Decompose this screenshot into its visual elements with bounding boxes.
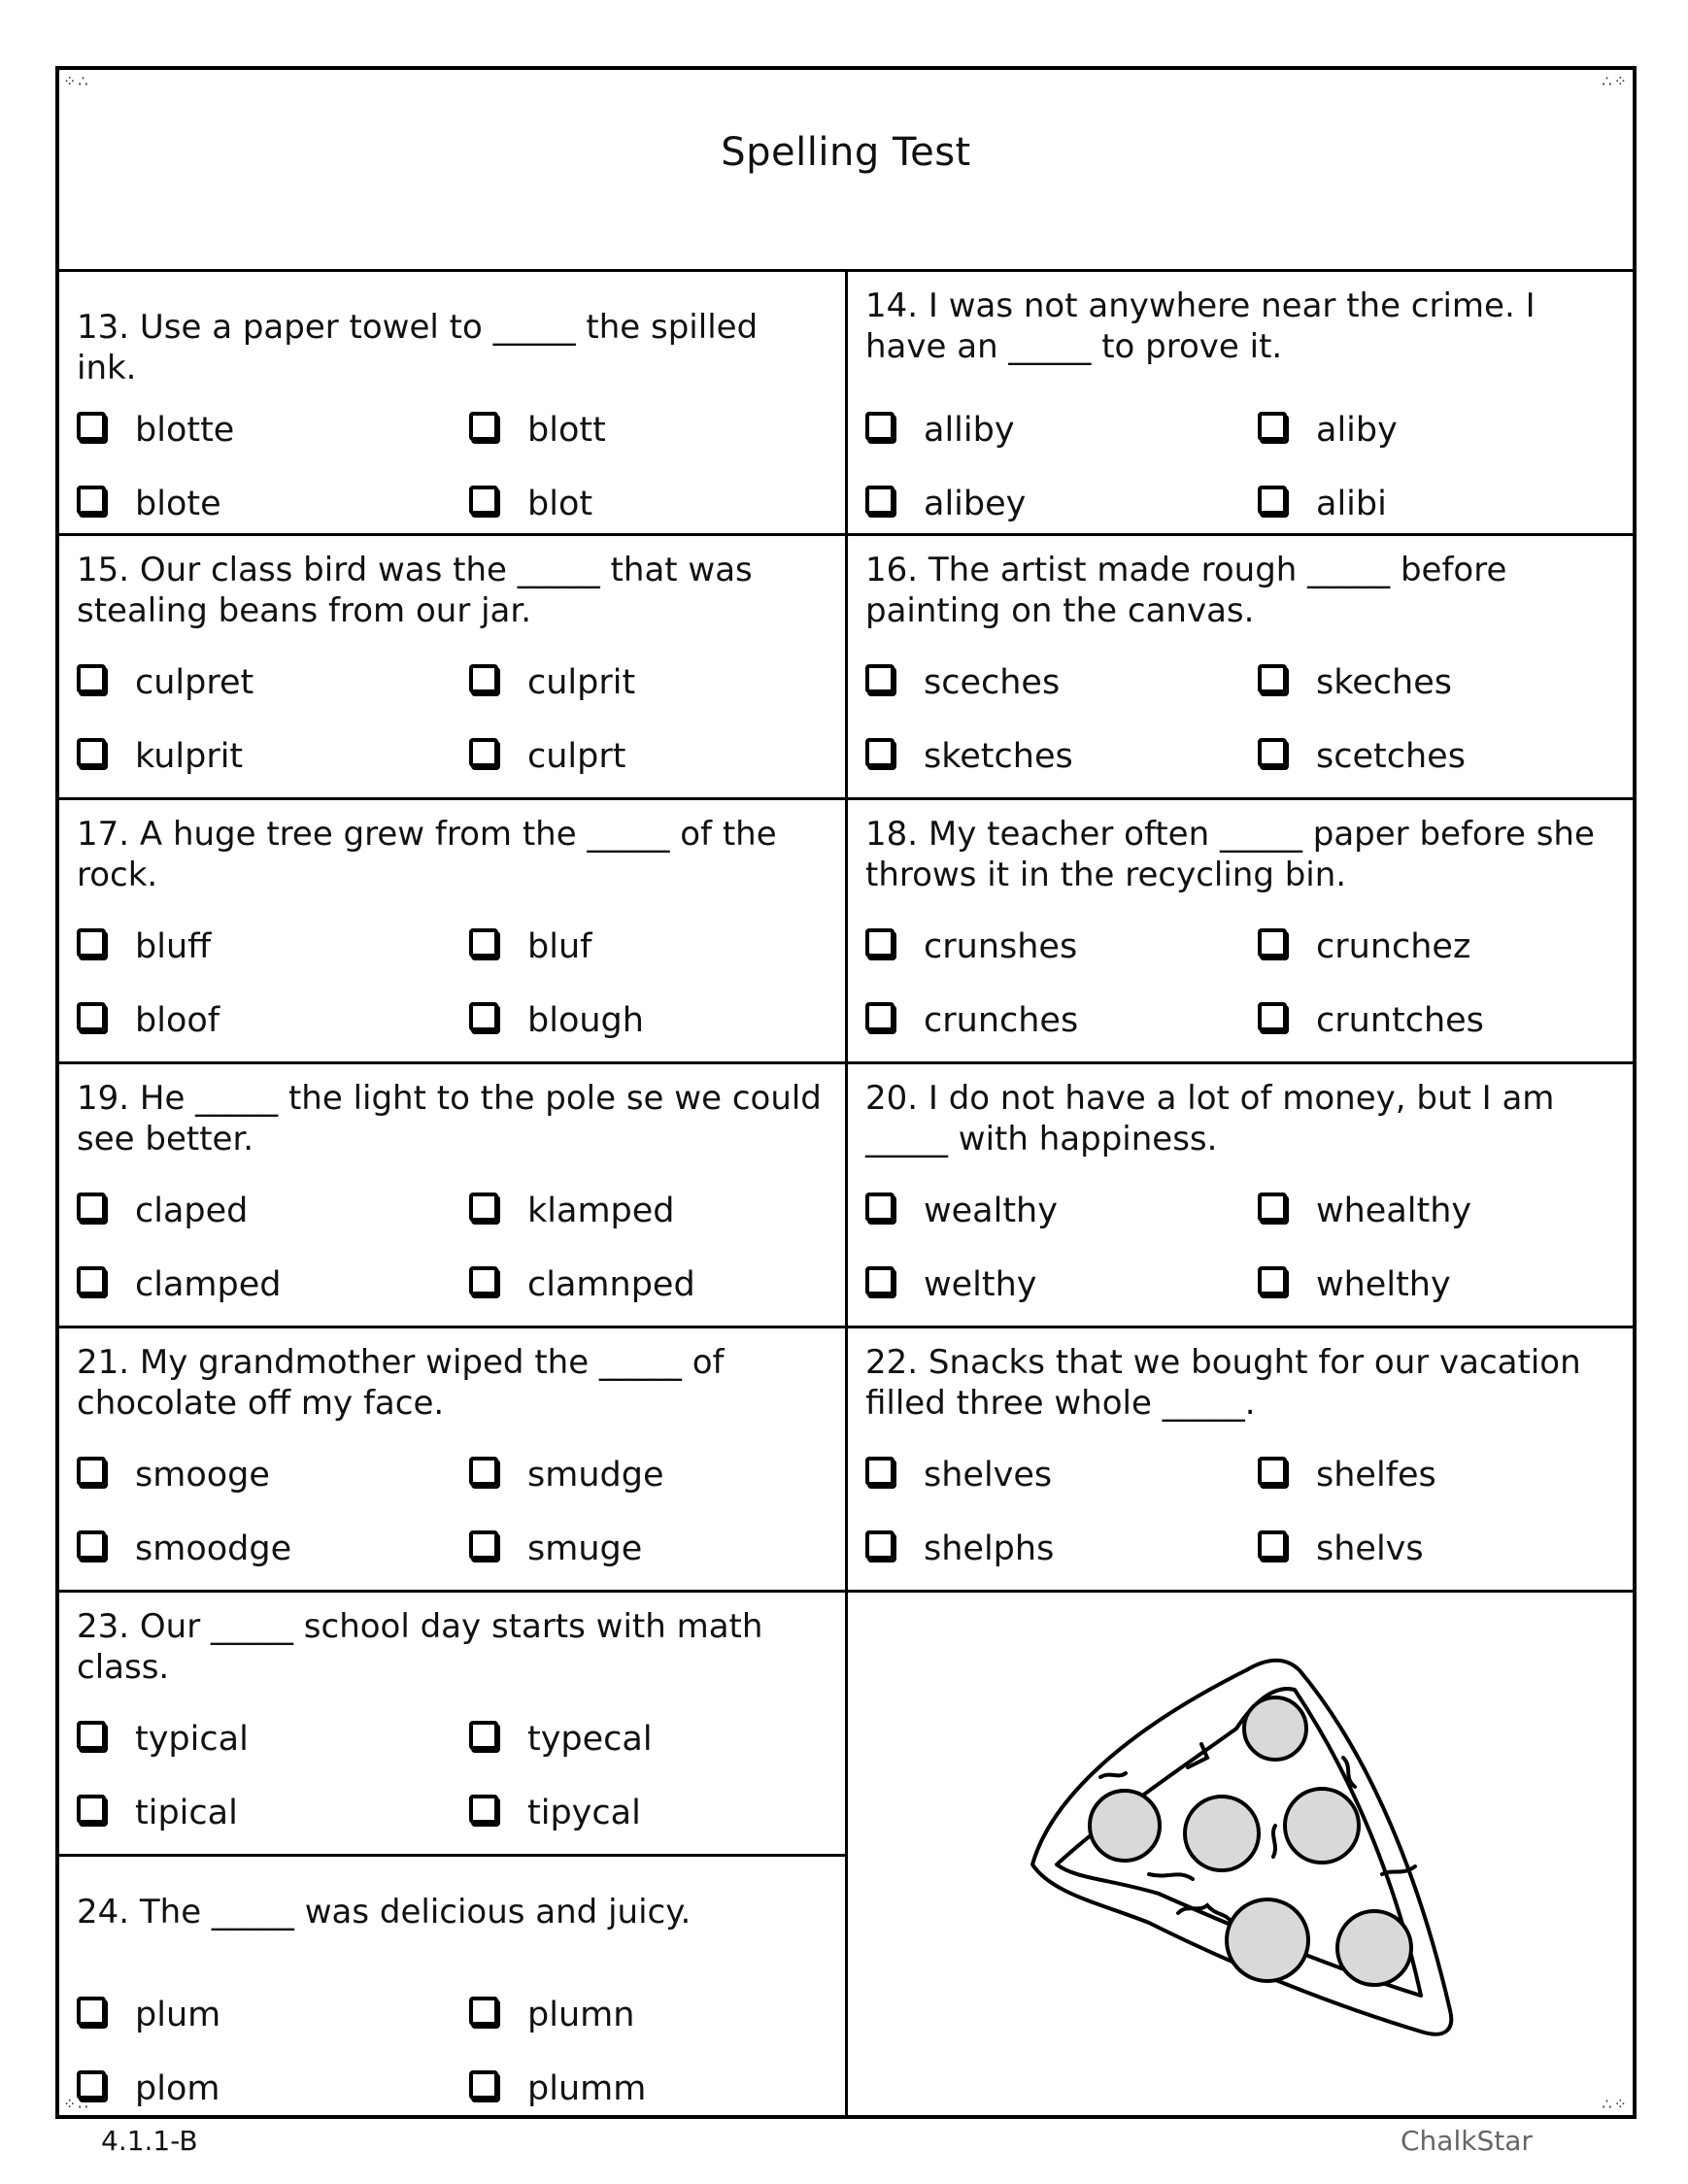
corner-ornament: ∴⁘	[1602, 2095, 1629, 2113]
answer-option[interactable]	[865, 408, 1258, 453]
answer-option[interactable]	[77, 482, 469, 526]
checkbox-icon[interactable]	[865, 738, 895, 767]
option-label: wealthy	[924, 1192, 1058, 1230]
answer-options	[77, 924, 835, 1043]
answer-option[interactable]	[469, 1189, 835, 1233]
option-label: plumn	[527, 1996, 635, 2034]
page-title: Spelling Test	[721, 130, 971, 175]
option-label: alibi	[1316, 485, 1387, 523]
checkbox-icon[interactable]	[1258, 928, 1287, 958]
checkbox-icon[interactable]	[77, 1266, 106, 1295]
checkbox-icon[interactable]	[865, 1530, 895, 1560]
checkbox-icon[interactable]	[1258, 1266, 1287, 1295]
option-label: bluff	[135, 927, 212, 966]
checkbox-icon[interactable]	[469, 738, 498, 767]
answer-option[interactable]	[77, 660, 469, 705]
answer-option[interactable]	[865, 1189, 1258, 1233]
answer-option[interactable]	[865, 1527, 1258, 1571]
option-label: blough	[527, 1001, 644, 1040]
answer-option[interactable]	[1258, 408, 1623, 453]
question-prompt: 24. The _____ was delicious and juicy.	[77, 1893, 692, 1932]
option-label: shelphs	[924, 1529, 1055, 1568]
pizza-slice-illustration	[964, 1631, 1489, 2078]
checkbox-icon[interactable]	[77, 1002, 106, 1031]
answer-option[interactable]	[469, 1791, 835, 1835]
answer-option[interactable]	[469, 1262, 835, 1307]
option-label: klamped	[527, 1192, 675, 1230]
checkbox-icon[interactable]	[469, 1795, 498, 1824]
answer-options	[77, 660, 835, 779]
checkbox-icon[interactable]	[469, 928, 498, 958]
checkbox-icon[interactable]	[865, 664, 895, 693]
answer-options	[77, 1189, 835, 1307]
question-grid	[59, 272, 1633, 2119]
question-cell	[848, 800, 1633, 1064]
answer-option[interactable]	[1258, 1189, 1623, 1233]
answer-options	[77, 1993, 835, 2111]
worksheet	[55, 66, 1637, 2119]
option-label: whealthy	[1316, 1192, 1472, 1230]
option-label: plumm	[527, 2069, 647, 2108]
checkbox-icon[interactable]	[77, 2070, 106, 2100]
answer-option[interactable]	[77, 1717, 469, 1762]
answer-option[interactable]	[77, 1993, 469, 2037]
corner-ornament: ∴⁘	[1602, 72, 1629, 90]
checkbox-icon[interactable]	[77, 738, 106, 767]
checkbox-icon[interactable]	[1258, 1193, 1287, 1222]
answer-option[interactable]	[77, 1527, 469, 1571]
option-label: crunshes	[924, 927, 1078, 966]
question-prompt: 19. He _____ the light to the pole se we could see better.	[77, 1079, 822, 1159]
option-label: alibey	[924, 485, 1027, 523]
checkbox-icon[interactable]	[77, 1457, 106, 1486]
checkbox-icon[interactable]	[469, 486, 498, 515]
checkbox-icon[interactable]	[77, 664, 106, 693]
option-label: typecal	[527, 1720, 653, 1759]
question-prompt: 18. My teacher often _____ paper before she throws it in the recycling bin.	[865, 815, 1595, 894]
answer-option[interactable]	[1258, 482, 1623, 526]
checkbox-icon[interactable]	[865, 1266, 895, 1295]
option-label: cruntches	[1316, 1001, 1484, 1040]
checkbox-icon[interactable]	[77, 486, 106, 515]
answer-option[interactable]	[469, 924, 835, 969]
question-prompt: 16. The artist made rough _____ before painting on the canvas.	[865, 551, 1507, 630]
answer-option[interactable]	[1258, 1527, 1623, 1571]
checkbox-icon[interactable]	[469, 1997, 498, 2026]
question-prompt: 21. My grandmother wiped the _____ of chocolate off my face.	[77, 1343, 725, 1423]
option-label: smuge	[527, 1529, 643, 1568]
checkbox-icon[interactable]	[77, 1721, 106, 1750]
option-label: tipycal	[527, 1794, 641, 1832]
checkbox-icon[interactable]	[77, 1530, 106, 1560]
question-cell	[59, 1593, 848, 1857]
checkbox-icon[interactable]	[77, 1997, 106, 2026]
checkbox-icon[interactable]	[865, 412, 895, 441]
answer-option[interactable]	[469, 734, 835, 779]
answer-options	[865, 924, 1623, 1043]
checkbox-icon[interactable]	[469, 1457, 498, 1486]
answer-option[interactable]	[77, 1189, 469, 1233]
option-label: blotte	[135, 411, 235, 450]
illustration-cell	[848, 1593, 1633, 2119]
question-cell	[59, 1328, 848, 1593]
checkbox-icon[interactable]	[469, 664, 498, 693]
option-label: blote	[135, 485, 221, 523]
answer-options	[77, 1717, 835, 1835]
option-label: whelthy	[1316, 1265, 1451, 1304]
answer-options	[865, 408, 1623, 526]
answer-option[interactable]	[77, 1791, 469, 1835]
option-label: smudge	[527, 1456, 664, 1495]
checkbox-icon[interactable]	[469, 1721, 498, 1750]
answer-option[interactable]	[77, 924, 469, 969]
checkbox-icon[interactable]	[469, 1002, 498, 1031]
option-label: kulprit	[135, 737, 244, 776]
footer-brand: ChalkStar	[1401, 2125, 1533, 2157]
answer-option[interactable]	[1258, 1262, 1623, 1307]
checkbox-icon[interactable]	[865, 1002, 895, 1031]
checkbox-icon[interactable]	[1258, 1457, 1287, 1486]
question-prompt: 22. Snacks that we bought for our vacation filled three whole _____.	[865, 1343, 1581, 1423]
answer-option[interactable]	[865, 1453, 1258, 1497]
answer-option[interactable]	[1258, 734, 1623, 779]
option-label: plom	[135, 2069, 220, 2108]
answer-option[interactable]	[1258, 1453, 1623, 1497]
answer-option[interactable]	[469, 998, 835, 1043]
answer-option[interactable]	[469, 2066, 835, 2111]
option-label: typical	[135, 1720, 249, 1759]
answer-option[interactable]	[865, 924, 1258, 969]
option-label: shelves	[924, 1456, 1053, 1495]
answer-option[interactable]	[77, 998, 469, 1043]
question-cell	[848, 1328, 1633, 1593]
answer-option[interactable]	[865, 734, 1258, 779]
checkbox-icon[interactable]	[77, 1795, 106, 1824]
option-label: culpret	[135, 663, 254, 702]
option-label: bloof	[135, 1001, 220, 1040]
checkbox-icon[interactable]	[1258, 738, 1287, 767]
question-prompt: 14. I was not anywhere near the crime. I have an _____ to prove it.	[865, 286, 1536, 366]
checkbox-icon[interactable]	[865, 928, 895, 958]
footer-code: 4.1.1-B	[101, 2125, 198, 2157]
option-label: plum	[135, 1996, 221, 2034]
option-label: smooge	[135, 1456, 270, 1495]
answer-options	[77, 1453, 835, 1571]
question-cell	[59, 1064, 848, 1328]
corner-ornament: ⁘∴	[63, 2095, 90, 2113]
option-label: welthy	[924, 1265, 1037, 1304]
option-label: blot	[527, 485, 593, 523]
option-label: smoodge	[135, 1529, 292, 1568]
checkbox-icon[interactable]	[469, 1193, 498, 1222]
option-label: clamnped	[527, 1265, 695, 1304]
title-row	[59, 70, 1633, 272]
option-label: shelvs	[1316, 1529, 1424, 1568]
question-cell	[59, 272, 848, 536]
question-cell	[848, 536, 1633, 800]
option-label: culprit	[527, 663, 636, 702]
question-cell	[59, 536, 848, 800]
answer-option[interactable]	[469, 660, 835, 705]
question-cell	[59, 1857, 848, 2119]
question-prompt: 20. I do not have a lot of money, but I am _____ with happiness.	[865, 1079, 1555, 1159]
option-label: sceches	[924, 663, 1061, 702]
answer-option[interactable]	[77, 408, 469, 453]
question-cell	[848, 1064, 1633, 1328]
checkbox-icon[interactable]	[469, 1266, 498, 1295]
question-prompt: 13. Use a paper towel to _____ the spilled ink.	[77, 308, 759, 387]
option-label: skeches	[1316, 663, 1452, 702]
checkbox-icon[interactable]	[77, 412, 106, 441]
answer-option[interactable]	[77, 1262, 469, 1307]
answer-option[interactable]	[1258, 660, 1623, 705]
option-label: bluf	[527, 927, 592, 966]
checkbox-icon[interactable]	[1258, 1002, 1287, 1031]
answer-options	[865, 1189, 1623, 1307]
option-label: aliby	[1316, 411, 1398, 450]
answer-option[interactable]	[77, 1453, 469, 1497]
checkbox-icon[interactable]	[77, 928, 106, 958]
option-label: crunchez	[1316, 927, 1471, 966]
option-label: clamped	[135, 1265, 282, 1304]
answer-option[interactable]	[1258, 998, 1623, 1043]
answer-options	[865, 1453, 1623, 1571]
answer-option[interactable]	[77, 734, 469, 779]
answer-option[interactable]	[469, 408, 835, 453]
checkbox-icon[interactable]	[1258, 412, 1287, 441]
answer-option[interactable]	[469, 1527, 835, 1571]
answer-option[interactable]	[865, 482, 1258, 526]
question-cell	[848, 272, 1633, 536]
option-label: sketches	[924, 737, 1073, 776]
checkbox-icon[interactable]	[1258, 1530, 1287, 1560]
checkbox-icon[interactable]	[1258, 486, 1287, 515]
answer-option[interactable]	[865, 660, 1258, 705]
option-label: shelfes	[1316, 1456, 1436, 1495]
answer-option[interactable]	[865, 1262, 1258, 1307]
option-label: scetches	[1316, 737, 1466, 776]
answer-option[interactable]	[469, 1717, 835, 1762]
answer-option[interactable]	[469, 1993, 835, 2037]
option-label: tipical	[135, 1794, 238, 1832]
answer-option[interactable]	[865, 998, 1258, 1043]
answer-options	[865, 660, 1623, 779]
question-prompt: 23. Our _____ school day starts with math class.	[77, 1607, 763, 1687]
option-label: blott	[527, 411, 606, 450]
option-label: alliby	[924, 411, 1015, 450]
answer-options	[77, 408, 835, 526]
option-label: culprt	[527, 737, 626, 776]
checkbox-icon[interactable]	[865, 486, 895, 515]
checkbox-icon[interactable]	[469, 412, 498, 441]
checkbox-icon[interactable]	[77, 1193, 106, 1222]
question-cell	[59, 800, 848, 1064]
checkbox-icon[interactable]	[1258, 664, 1287, 693]
corner-ornament: ⁘∴	[63, 72, 90, 90]
answer-option[interactable]	[77, 2066, 469, 2111]
answer-option[interactable]	[469, 482, 835, 526]
question-prompt: 17. A huge tree grew from the _____ of the rock.	[77, 815, 777, 894]
answer-option[interactable]	[1258, 924, 1623, 969]
question-prompt: 15. Our class bird was the _____ that was stealing beans from our jar.	[77, 551, 753, 630]
checkbox-icon[interactable]	[865, 1457, 895, 1486]
checkbox-icon[interactable]	[469, 2070, 498, 2100]
option-label: crunches	[924, 1001, 1079, 1040]
checkbox-icon[interactable]	[469, 1530, 498, 1560]
option-label: claped	[135, 1192, 249, 1230]
answer-option[interactable]	[469, 1453, 835, 1497]
checkbox-icon[interactable]	[865, 1193, 895, 1222]
